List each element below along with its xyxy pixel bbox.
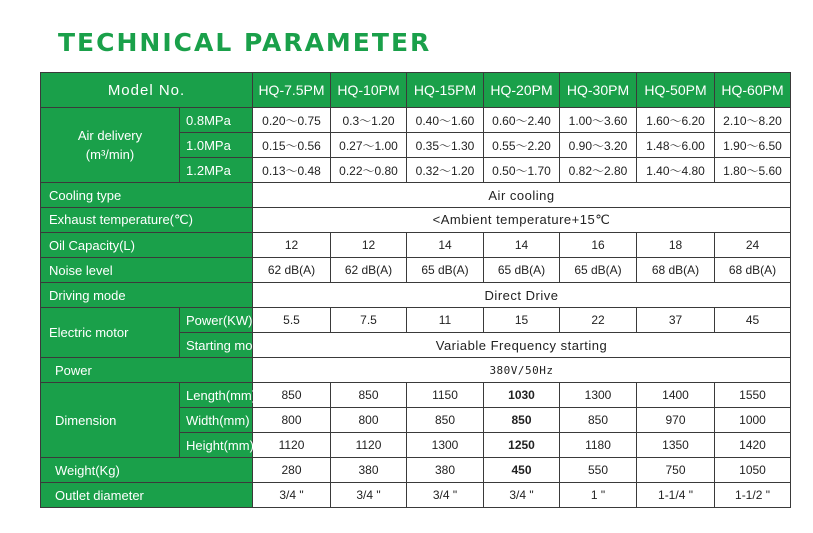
noise-level-cell: 68 dB(A) [637,258,715,283]
pressure-label: 0.8MPa [180,108,253,133]
header-row [41,73,791,108]
noise-level-cell: 65 dB(A) [484,258,560,283]
oil-capacity-cell: 24 [715,233,791,258]
power-kw-cell: 37 [637,308,715,333]
oil-capacity-row [41,233,791,258]
length-cell: 850 [331,383,407,408]
length-label: Length(mm) [180,383,253,408]
width-cell: 800 [331,408,407,433]
width-cell: 850 [407,408,484,433]
width-cell: 970 [637,408,715,433]
length-row [41,383,791,408]
length-cell: 850 [253,383,331,408]
weight-row [41,458,791,483]
height-cell: 1180 [560,433,637,458]
model-header: HQ-30PM [560,73,637,108]
width-label: Width(mm) [180,408,253,433]
air-delivery-cell: 0.15～0.56 [253,133,331,158]
outlet-diameter-cell: 3/4 " [253,483,331,508]
model-header: HQ-15PM [407,73,484,108]
air-delivery-cell: 0.82～2.80 [560,158,637,183]
noise-level-cell: 65 dB(A) [407,258,484,283]
air-delivery-cell: 0.13～0.48 [253,158,331,183]
weight-cell: 450 [484,458,560,483]
pressure-label: 1.0MPa [180,133,253,158]
driving-mode-row [41,283,791,308]
weight-cell: 550 [560,458,637,483]
length-cell: 1150 [407,383,484,408]
model-header: HQ-50PM [637,73,715,108]
exhaust-temperature-value: <Ambient temperature+15℃ [253,208,791,233]
air-delivery-cell: 0.90～3.20 [560,133,637,158]
dimension-label: Dimension [41,383,180,458]
width-cell: 800 [253,408,331,433]
power-kw-cell: 15 [484,308,560,333]
weight-label: Weight(Kg) [41,458,253,483]
air-delivery-row [41,108,791,133]
power-kw-cell: 22 [560,308,637,333]
power-kw-cell: 45 [715,308,791,333]
noise-level-cell: 65 dB(A) [560,258,637,283]
air-delivery-cell: 0.3～1.20 [331,108,407,133]
spec-table [40,72,791,508]
height-cell: 1420 [715,433,791,458]
oil-capacity-cell: 14 [484,233,560,258]
cooling-type-label: Cooling type [41,183,253,208]
weight-cell: 1050 [715,458,791,483]
oil-capacity-cell: 16 [560,233,637,258]
starting-mode-value: Variable Frequency starting [253,333,791,358]
model-no-label: Model No. [41,73,253,108]
air-delivery-cell: 0.22～0.80 [331,158,407,183]
air-delivery-cell: 0.50～1.70 [484,158,560,183]
air-delivery-cell: 0.60～2.40 [484,108,560,133]
air-delivery-label-line1: Air delivery [77,128,143,143]
power-value: 380V/50Hz [253,358,791,383]
power-kw-cell: 5.5 [253,308,331,333]
noise-level-cell: 62 dB(A) [331,258,407,283]
cooling-type-row [41,183,791,208]
height-cell: 1120 [331,433,407,458]
electric-motor-label: Electric motor [41,308,180,358]
air-delivery-cell: 0.20～0.75 [253,108,331,133]
noise-level-row [41,258,791,283]
page-title: TECHNICAL PARAMETER [58,28,432,57]
outlet-diameter-cell: 3/4 " [484,483,560,508]
oil-capacity-cell: 12 [331,233,407,258]
length-cell: 1300 [560,383,637,408]
outlet-diameter-cell: 3/4 " [407,483,484,508]
length-cell: 1550 [715,383,791,408]
width-cell: 850 [560,408,637,433]
power-label: Power [41,358,253,383]
height-cell: 1300 [407,433,484,458]
power-row [41,358,791,383]
power-kw-cell: 11 [407,308,484,333]
height-cell: 1120 [253,433,331,458]
noise-level-label: Noise level [41,258,253,283]
power-kw-cell: 7.5 [331,308,407,333]
weight-cell: 380 [331,458,407,483]
model-header: HQ-20PM [484,73,560,108]
air-delivery-cell: 1.40～4.80 [637,158,715,183]
oil-capacity-cell: 14 [407,233,484,258]
air-delivery-cell: 1.80～5.60 [715,158,791,183]
weight-cell: 380 [407,458,484,483]
outlet-diameter-cell: 1-1/4 " [637,483,715,508]
outlet-diameter-cell: 1 " [560,483,637,508]
weight-cell: 750 [637,458,715,483]
exhaust-temperature-label: Exhaust temperature(℃) [41,208,253,233]
width-cell: 850 [484,408,560,433]
air-delivery-cell: 0.55～2.20 [484,133,560,158]
length-cell: 1400 [637,383,715,408]
air-delivery-cell: 0.40～1.60 [407,108,484,133]
cooling-type-value: Air cooling [253,183,791,208]
outlet-diameter-cell: 3/4 " [331,483,407,508]
pressure-label: 1.2MPa [180,158,253,183]
weight-cell: 280 [253,458,331,483]
outlet-diameter-cell: 1-1/2 " [715,483,791,508]
power-kw-label: Power(KW) [180,308,253,333]
exhaust-temperature-row [41,208,791,233]
air-delivery-cell: 1.00～3.60 [560,108,637,133]
height-label: Height(mm) [180,433,253,458]
motor-power-row [41,308,791,333]
outlet-diameter-row [41,483,791,508]
model-header: HQ-60PM [715,73,791,108]
air-delivery-label [41,108,180,183]
noise-level-cell: 62 dB(A) [253,258,331,283]
height-cell: 1350 [637,433,715,458]
oil-capacity-cell: 12 [253,233,331,258]
oil-capacity-cell: 18 [637,233,715,258]
length-cell: 1030 [484,383,560,408]
model-header: HQ-7.5PM [253,73,331,108]
air-delivery-cell: 1.60～6.20 [637,108,715,133]
driving-mode-label: Driving mode [41,283,253,308]
driving-mode-value: Direct Drive [253,283,791,308]
air-delivery-label-line2: (m³/min) [85,147,135,162]
height-cell: 1250 [484,433,560,458]
air-delivery-cell: 2.10～8.20 [715,108,791,133]
noise-level-cell: 68 dB(A) [715,258,791,283]
air-delivery-cell: 0.32～1.20 [407,158,484,183]
air-delivery-cell: 1.90～6.50 [715,133,791,158]
air-delivery-cell: 1.48～6.00 [637,133,715,158]
outlet-diameter-label: Outlet diameter [41,483,253,508]
model-header: HQ-10PM [331,73,407,108]
width-cell: 1000 [715,408,791,433]
starting-mode-label: Starting mode [180,333,253,358]
oil-capacity-label: Oil Capacity(L) [41,233,253,258]
air-delivery-cell: 0.27～1.00 [331,133,407,158]
air-delivery-cell: 0.35～1.30 [407,133,484,158]
